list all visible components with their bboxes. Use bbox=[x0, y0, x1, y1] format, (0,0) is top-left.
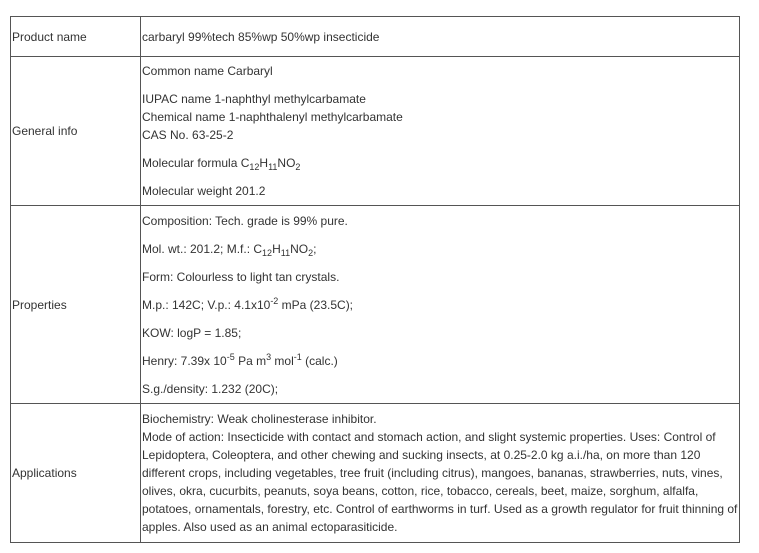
value-product-name: carbaryl 99%tech 85%wp 50%wp insecticide bbox=[141, 17, 740, 57]
composition: Composition: Tech. grade is 99% pure. bbox=[142, 213, 348, 228]
henry-unit-m: Pa m bbox=[234, 353, 267, 368]
common-name: Common name Carbaryl bbox=[142, 64, 273, 78]
mol-wt-formula bbox=[142, 240, 738, 258]
molwt-no: NO bbox=[290, 241, 309, 256]
kow: KOW: logP = 1.85; bbox=[142, 325, 242, 340]
henry-unit-mol: mol bbox=[271, 353, 294, 368]
molwt-o-count: 2 bbox=[308, 247, 314, 258]
molwt-c-count: 12 bbox=[262, 247, 273, 258]
value-properties bbox=[141, 206, 740, 404]
form: Form: Colourless to light tan crystals. bbox=[142, 269, 340, 284]
value-general-info bbox=[141, 57, 740, 206]
mode-line: potatoes, ornamentals, forestry, etc. Control of earthworms in turf. Used as a growth regulator for fruit thinning of bbox=[142, 502, 738, 516]
cas-number: CAS No. 63-25-2 bbox=[142, 128, 234, 142]
label-applications: Applications bbox=[11, 404, 141, 543]
biochemistry: Biochemistry: Weak cholinesterase inhibitor. bbox=[142, 412, 377, 426]
formula-h-count: 11 bbox=[268, 162, 278, 172]
formula-prefix: Molecular formula C bbox=[142, 156, 250, 170]
iupac-name: IUPAC name 1-naphthyl methylcarbamate bbox=[142, 92, 366, 106]
mode-line: apples. Also used as an animal ectoparasiticide. bbox=[142, 520, 398, 534]
molecular-formula bbox=[142, 154, 738, 172]
molwt-h-symbol: H bbox=[272, 241, 281, 256]
spec-table bbox=[10, 16, 740, 543]
melting-point bbox=[142, 296, 738, 314]
formula-o-count: 2 bbox=[295, 162, 301, 172]
henry-m-exponent: 3 bbox=[266, 351, 272, 362]
label-general-info: General info bbox=[11, 57, 141, 206]
row-product-name bbox=[11, 17, 740, 57]
mode-line: different crops, including vegetables, tree fruit (including citrus), mangoes, bananas, strawberries, nuts, vines, bbox=[142, 466, 723, 480]
henry-suffix: (calc.) bbox=[301, 353, 338, 368]
henry-exponent: -5 bbox=[226, 351, 235, 362]
formula-no: NO bbox=[277, 156, 296, 170]
molecular-weight: Molecular weight 201.2 bbox=[142, 184, 266, 198]
mode-line: Lepidoptera, Coleoptera, and other chewing and sucking insects, at 0.25-2.0 kg a.i./ha, on more than 120 bbox=[142, 448, 701, 462]
henry-prefix: Henry: 7.39x 10 bbox=[142, 353, 227, 368]
chemical-name: Chemical name 1-naphthalenyl methylcarbamate bbox=[142, 110, 403, 124]
henry-mol-exponent: -1 bbox=[293, 351, 302, 362]
formula-h-symbol: H bbox=[259, 156, 269, 170]
row-properties bbox=[11, 206, 740, 404]
label-properties: Properties bbox=[11, 206, 141, 404]
row-general-info bbox=[11, 57, 740, 206]
label-product-name: Product name bbox=[11, 17, 141, 57]
mp-suffix: mPa (23.5C); bbox=[278, 297, 354, 312]
molwt-h-count: 11 bbox=[280, 247, 291, 258]
mode-line: olives, okra, cucurbits, peanuts, soya beans, cotton, rice, tobacco, cereals, beet, maize, sorghum, alfalfa, bbox=[142, 484, 699, 498]
molwt-prefix: Mol. wt.: 201.2; M.f.: C bbox=[142, 241, 263, 256]
mp-prefix: M.p.: 142C; V.p.: 4.1x10 bbox=[142, 297, 271, 312]
formula-c-count: 12 bbox=[249, 162, 260, 172]
mode-line: Mode of action: Insecticide with contact and stomach action, and slight systemic properties. Uses: Control of bbox=[142, 430, 716, 444]
row-applications bbox=[11, 404, 740, 543]
value-applications bbox=[141, 404, 740, 543]
density: S.g./density: 1.232 (20C); bbox=[142, 381, 279, 396]
molwt-suffix: ; bbox=[313, 241, 317, 256]
henry-constant bbox=[142, 352, 738, 370]
mp-exponent: -2 bbox=[270, 295, 279, 306]
